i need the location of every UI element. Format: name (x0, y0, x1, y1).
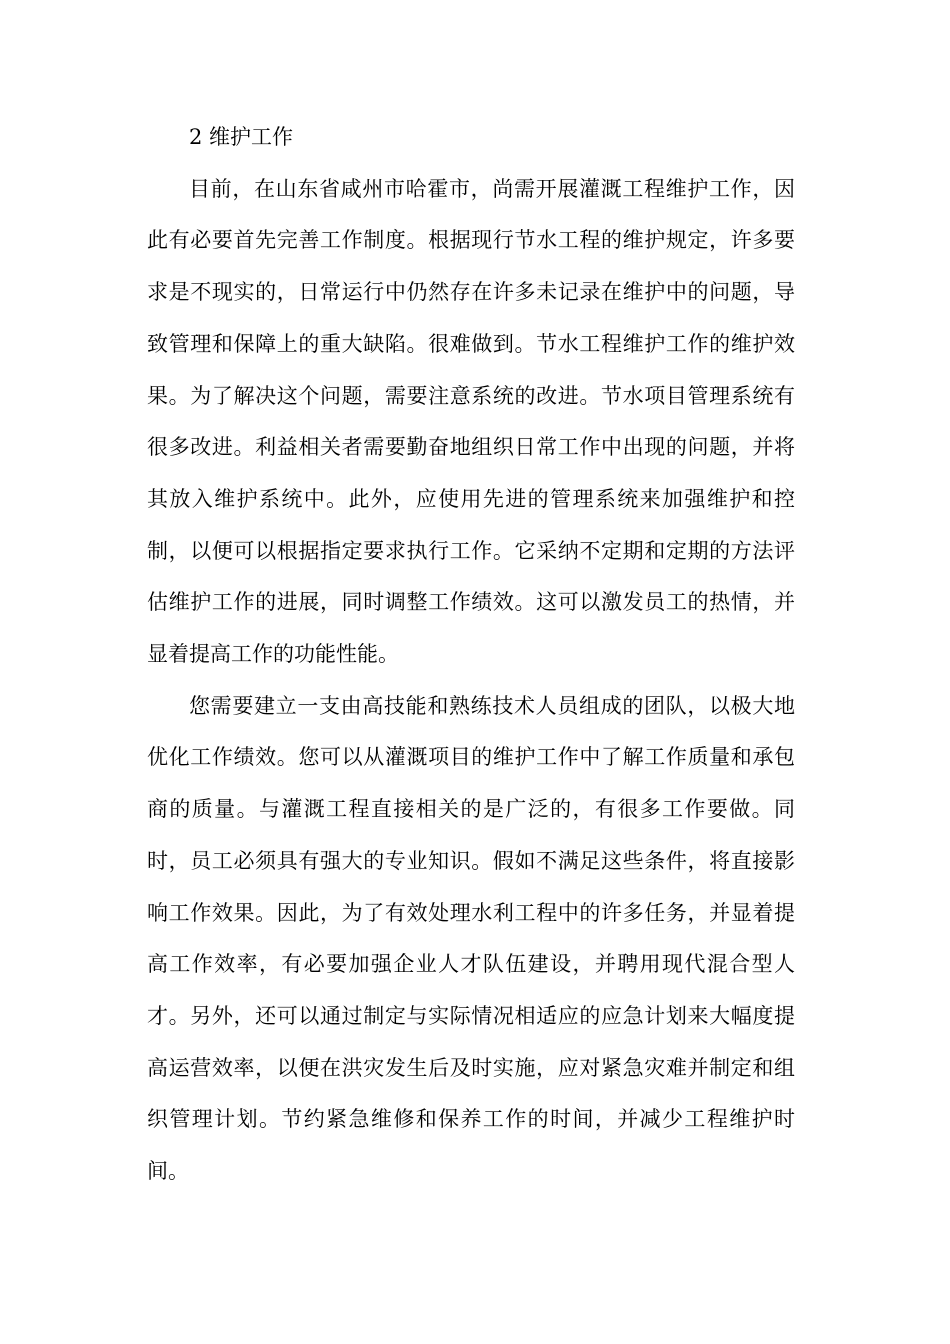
document-body (147, 112, 795, 1198)
paragraph-2: 您需要建立一支由高技能和熟练技术人员组成的团队，以极大地优化工作绩效。您可以从灌溉项目的维护工作中了解工作质量和承包商的质量。与灌溉工程直接相关的是广泛的，有很多工作要做。同时，员工必须具有强大的专业知识。假如不满足这些条件，将直接影响工作效果。因此，为了有效处理水利工程中的许多任务，并显着提高工作效率，有必要加强企业人才队伍建设，并聘用现代混合型人才。另外，还可以通过制定与实际情况相适应的应急计划来大幅度提高运营效率，以便在洪灾发生后及时实施，应对紧急灾难并制定和组织管理计划。节约紧急维修和保养工作的时间，并减少工程维护时间。 (147, 693, 795, 1184)
paragraph-1: 目前，在山东省咸州市哈霍市，尚需开展灌溉工程维护工作，因此有必要首先完善工作制度。根据现行节水工程的维护规定，许多要求是不现实的，日常运行中仍然存在许多未记录在维护中的问题，导致管理和保障上的重大缺陷。很难做到。节水工程维护工作的维护效果。为了解决这个问题，需要注意系统的改进。节水项目管理系统有很多改进。利益相关者需要勤奋地组织日常工作中出现的问题，并将其放入维护系统中。此外，应使用先进的管理系统来加强维护和控制，以便可以根据指定要求执行工作。它采纳不定期和定期的方法评估维护工作的进展，同时调整工作绩效。这可以激发员工的热情，并显着提高工作的功能性能。 (147, 176, 795, 667)
section-heading: 2 维护工作 (189, 125, 294, 149)
